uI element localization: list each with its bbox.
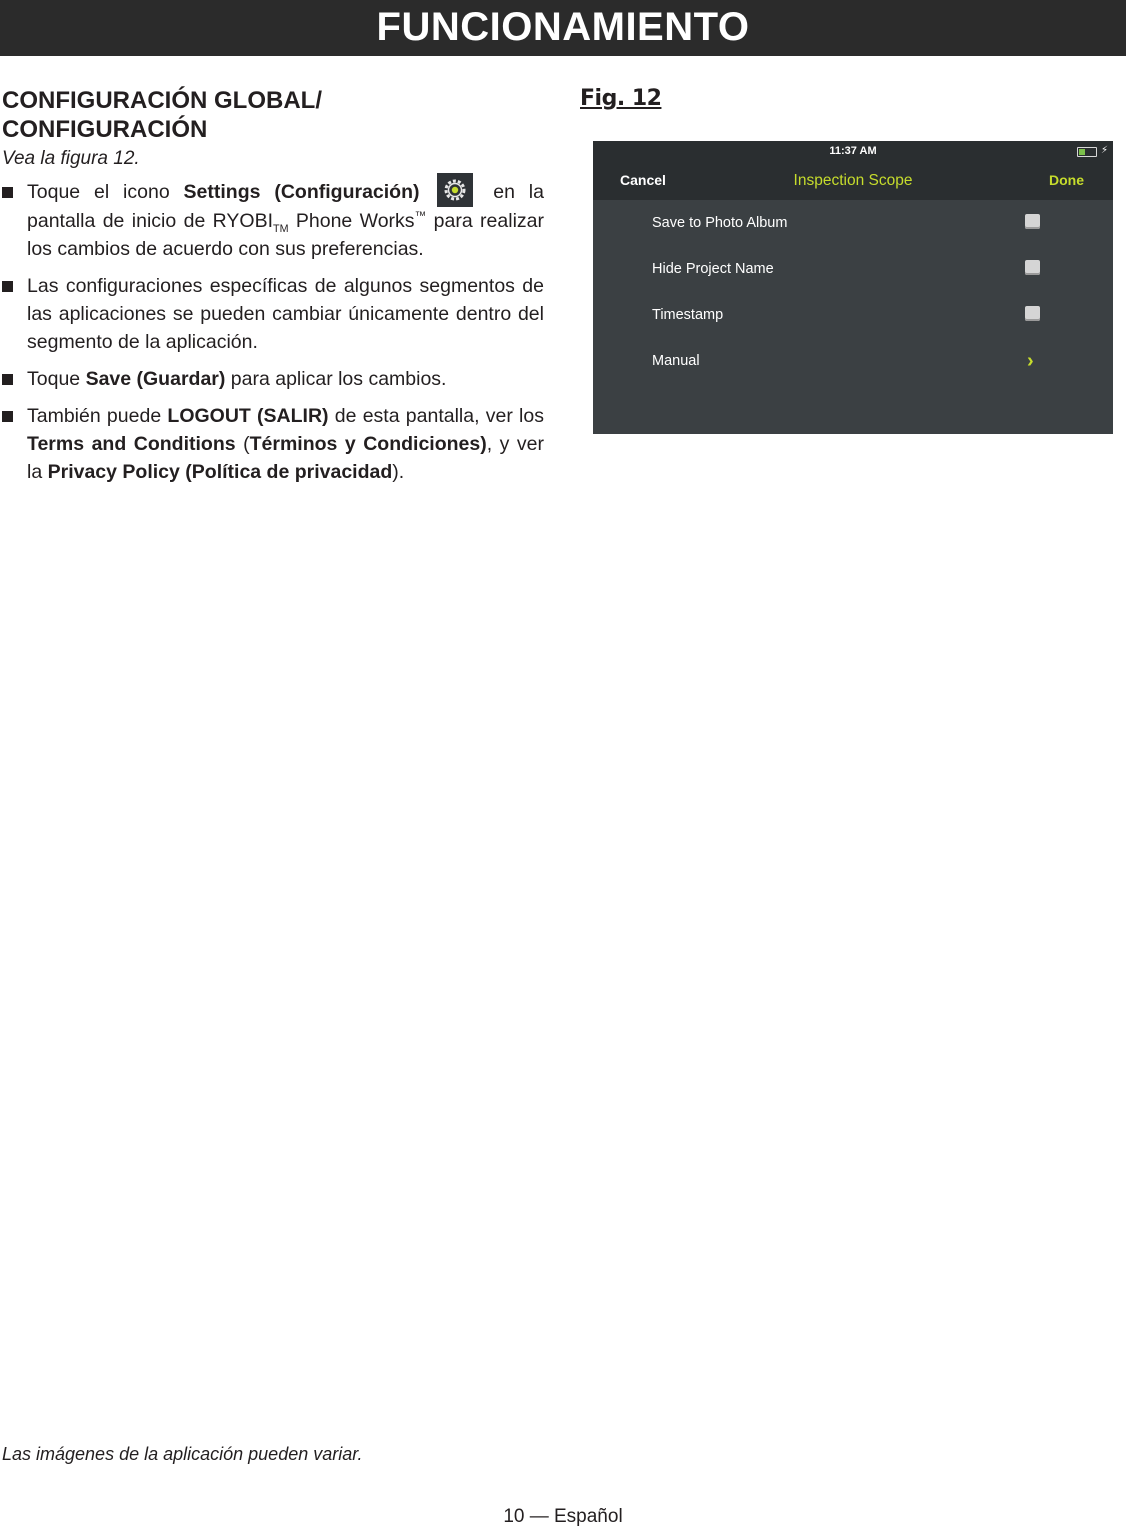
charging-icon: ⚡ — [1100, 145, 1108, 156]
setting-row-save-to-photo-album[interactable] — [593, 200, 1113, 246]
list-item: Las configuraciones específicas de algunos segmentos de las aplicaciones se pueden cambiar únicamente dentro del segmento de la aplicación. — [2, 272, 544, 356]
chevron-right-icon[interactable]: › — [1027, 350, 1034, 372]
setting-label: Save to Photo Album — [652, 215, 788, 231]
status-time: 11:37 AM — [829, 145, 877, 157]
nav-title: Inspection Scope — [793, 172, 913, 189]
section-header-banner: FUNCIONAMIENTO — [0, 0, 1126, 56]
settings-term: Settings (Configuración) — [183, 181, 420, 203]
timestamp-checkbox[interactable] — [1025, 306, 1040, 321]
setting-row-timestamp[interactable] — [593, 292, 1113, 338]
setting-label: Hide Project Name — [652, 261, 774, 277]
setting-label: Manual — [652, 353, 700, 369]
nav-bar — [593, 161, 1113, 200]
logout-term: LOGOUT (SALIR) — [167, 404, 329, 427]
terms-term: Terms and Conditions — [27, 432, 236, 455]
setting-row-manual[interactable] — [593, 338, 1113, 384]
setting-row-hide-project-name[interactable] — [593, 246, 1113, 292]
done-button[interactable]: Done — [1049, 172, 1084, 188]
setting-label: Timestamp — [652, 307, 724, 323]
figure-label: Fig. 12 — [580, 86, 662, 111]
list-item: También puede LOGOUT (SALIR) de esta pantalla, ver los Terms and Conditions (Términos y Condiciones), y ver la Privacy Policy (Política de privacidad). — [2, 402, 544, 486]
battery-level — [1079, 149, 1085, 155]
app-screenshot — [593, 141, 1113, 434]
section-title: CONFIGURACIÓN GLOBAL/ CONFIGURACIÓN — [2, 87, 322, 143]
list-item: Toque el icono Settings (Configuración) en la pantalla de inicio de $RYOBI_{TM}$ Phone Works™ para realizar los cambios de acuerdo con sus preferencias. — [2, 178, 544, 263]
settings-gear-icon — [437, 173, 473, 207]
settings-list — [593, 200, 1113, 384]
terms-term-es: Términos y Condiciones) — [249, 432, 487, 455]
instruction-list — [2, 178, 544, 495]
hide-project-name-checkbox[interactable] — [1025, 260, 1040, 275]
list-item: Toque Save (Guardar) para aplicar los cambios. — [2, 365, 544, 393]
figure-reference: Vea la figura 12. — [2, 148, 140, 169]
battery-icon — [1077, 147, 1097, 157]
privacy-term: Privacy Policy (Política de privacidad — [47, 460, 393, 483]
image-disclaimer: Las imágenes de la aplicación pueden variar. — [2, 1444, 363, 1464]
cancel-button[interactable]: Cancel — [620, 172, 666, 188]
save-term: Save (Guardar) — [85, 367, 226, 390]
page-number: 10 — Español — [503, 1506, 623, 1527]
save-to-photo-album-checkbox[interactable] — [1025, 214, 1040, 229]
status-bar — [593, 141, 1113, 161]
